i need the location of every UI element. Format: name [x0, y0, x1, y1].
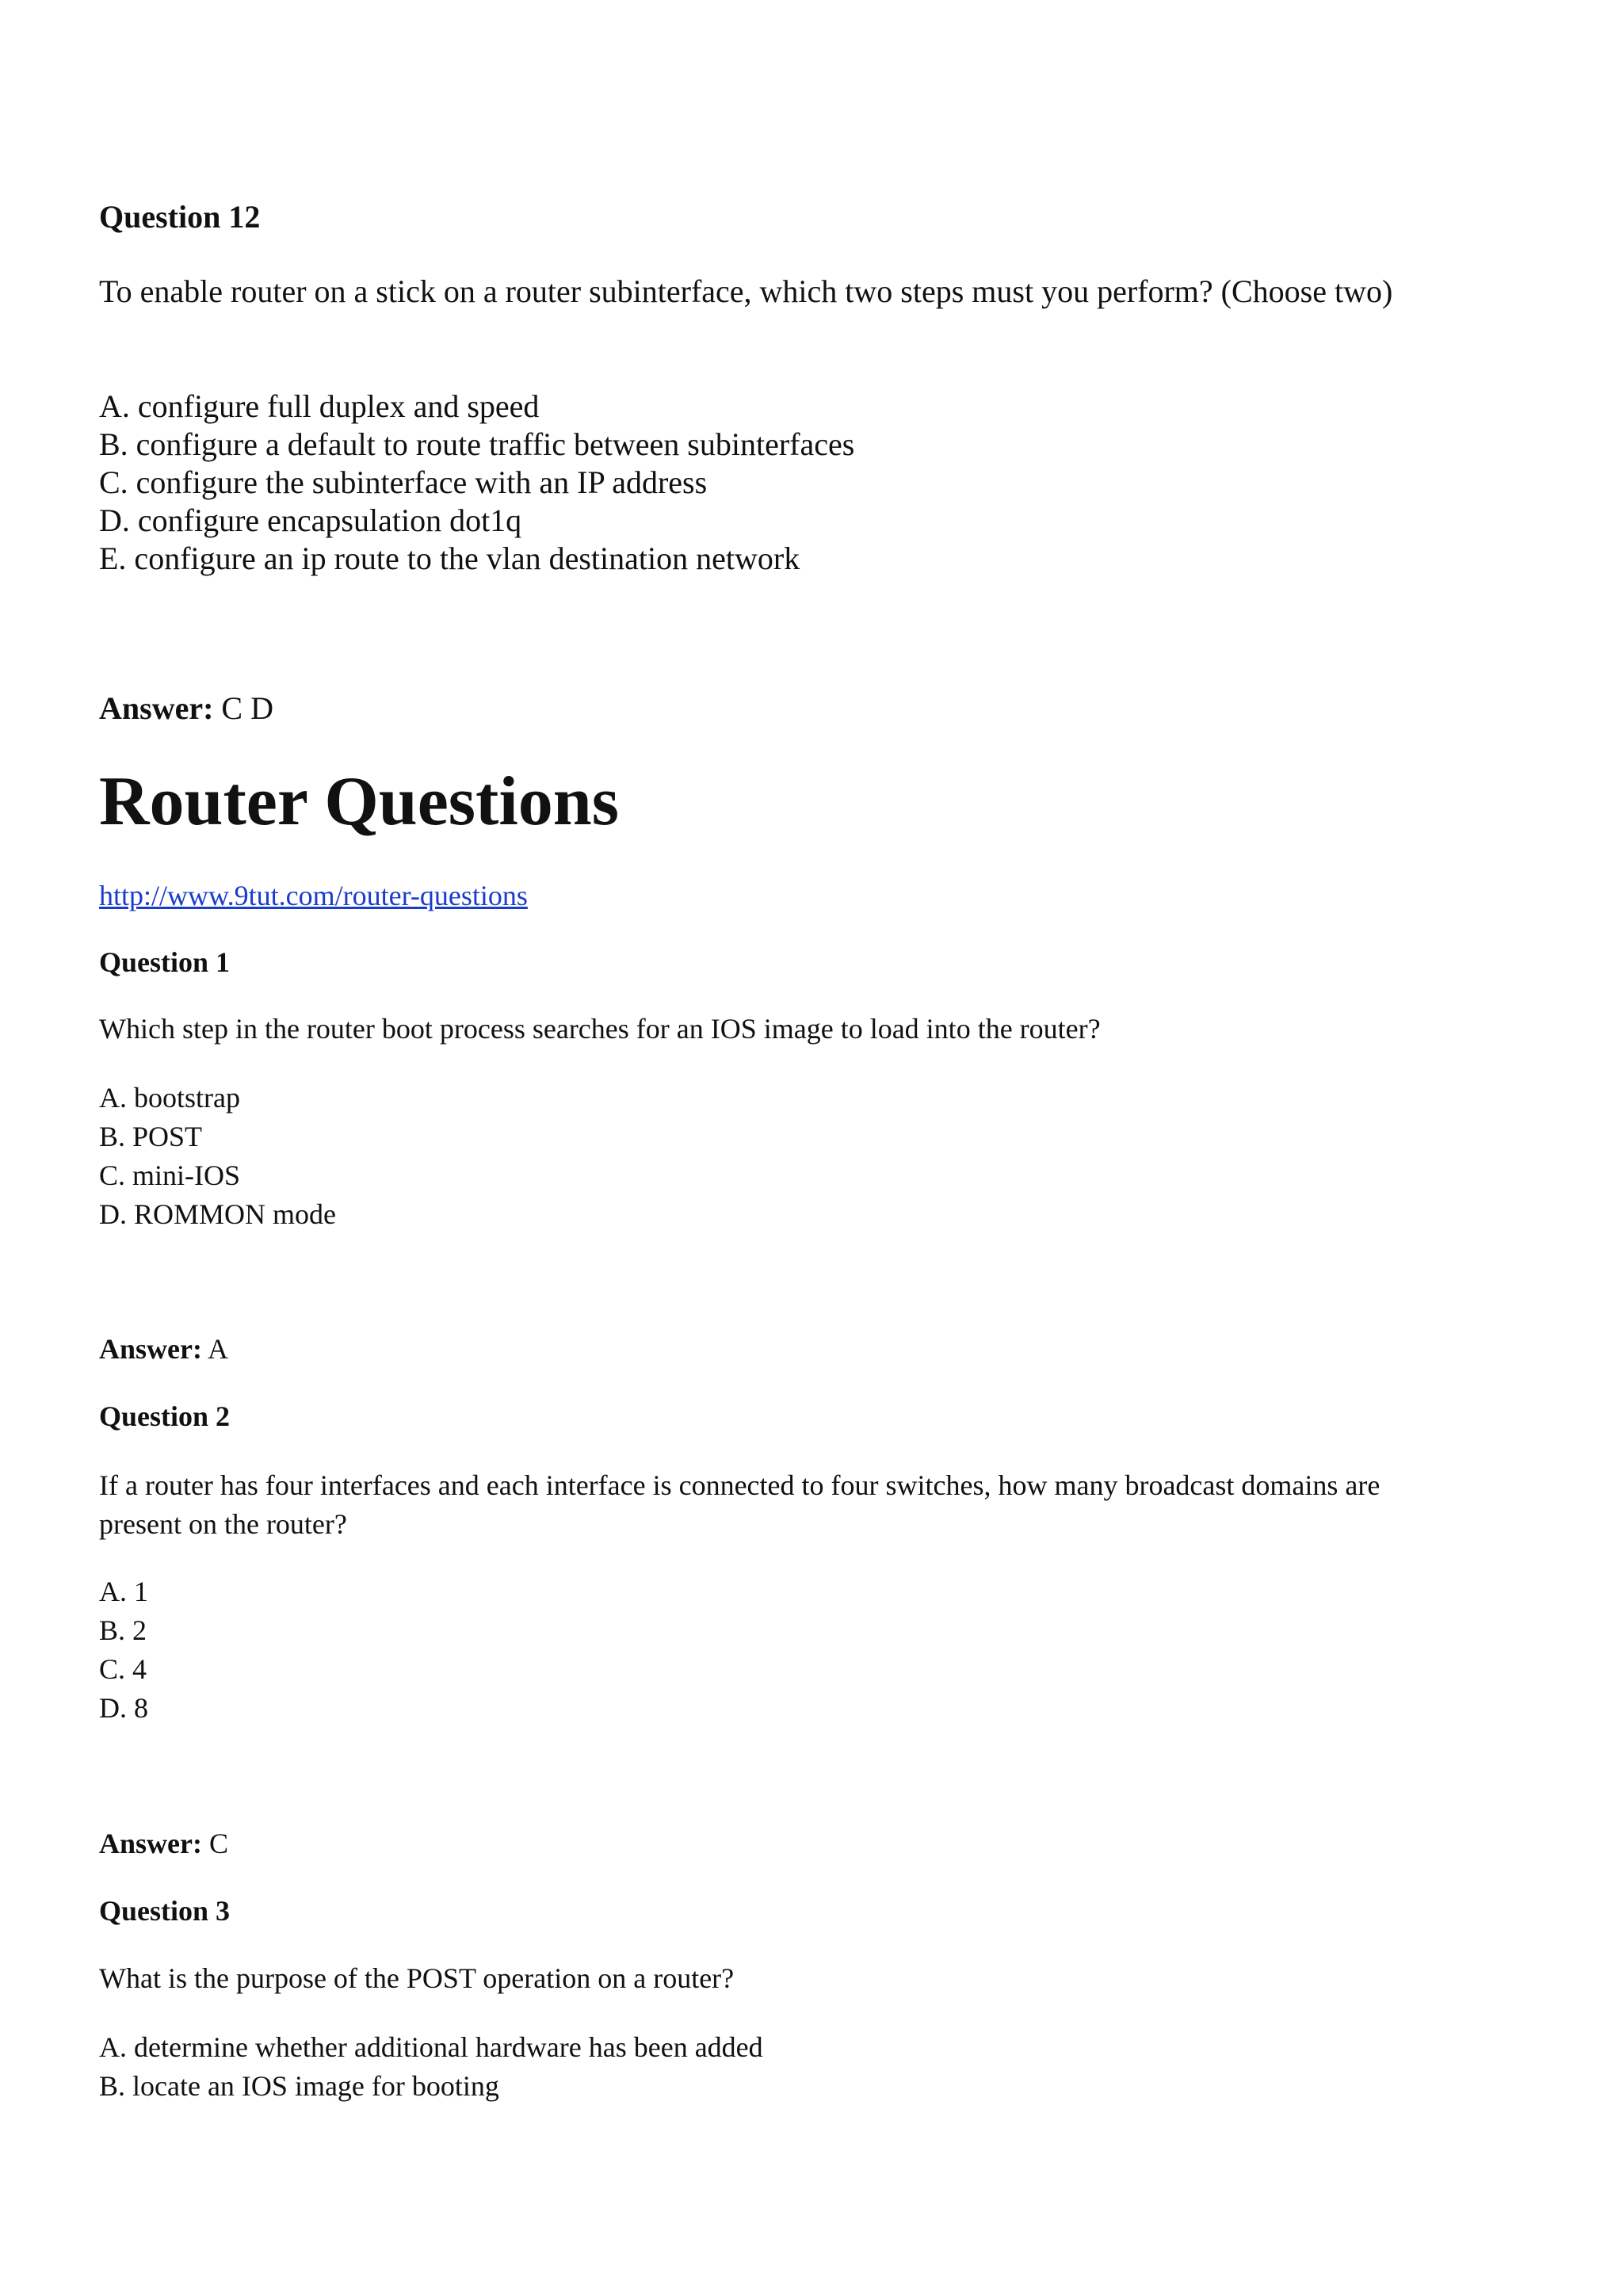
answer-label: Answer:: [99, 1828, 202, 1859]
section-title: Router Questions: [99, 763, 619, 840]
question-12-text: To enable router on a stick on a router subinterface, which two steps must you perform? (Choose two): [99, 273, 1393, 309]
question-12-options: [99, 388, 1446, 578]
answer-value: C D: [221, 690, 273, 726]
answer-label: Answer:: [99, 690, 214, 726]
question-1-text: Which step in the router boot process searches for an IOS image to load into the router?: [99, 1013, 1101, 1045]
option-d: D. configure encapsulation dot1q: [99, 502, 522, 538]
answer-label: Answer:: [99, 1333, 202, 1365]
answer-value: C: [208, 1828, 228, 1859]
option-c: C. mini-IOS: [99, 1159, 241, 1191]
question-1-title: Question 1: [99, 946, 231, 978]
option-c: C. 4: [99, 1653, 147, 1685]
option-a: A. 1: [99, 1576, 148, 1607]
option-c: C. configure the subinterface with an IP address: [99, 464, 708, 500]
question-2-text: If a router has four interfaces and each interface is connected to four switches, how many broadcast domains are present on the router?: [99, 1469, 1381, 1540]
question-3-title: Question 3: [99, 1895, 231, 1927]
question-12-answer: [99, 690, 1446, 728]
option-b: B. locate an IOS image for booting: [99, 2070, 499, 2102]
question-1-answer: [99, 1331, 1446, 1366]
question-12-title: Question 12: [99, 199, 261, 235]
option-e: E. configure an ip route to the vlan destination network: [99, 541, 800, 576]
option-b: B. 2: [99, 1614, 147, 1646]
section-link-wrapper: [99, 878, 1446, 913]
option-a: A. determine whether additional hardware has been added: [99, 2031, 763, 2063]
option-b: B. configure a default to route traffic between subinterfaces: [99, 426, 855, 462]
option-b: B. POST: [99, 1121, 203, 1152]
question-2-options: [99, 1572, 1446, 1728]
question-1-options: [99, 1079, 1446, 1234]
question-2-answer: [99, 1826, 1446, 1861]
question-2-title: Question 2: [99, 1400, 231, 1432]
question-3-text: What is the purpose of the POST operation on a router?: [99, 1962, 735, 1994]
section-link[interactable]: http://www.9tut.com/router-questions: [99, 880, 528, 911]
answer-value: A: [208, 1333, 228, 1365]
option-d: D. ROMMON mode: [99, 1198, 337, 1230]
question-3-options: [99, 2028, 1446, 2106]
option-a: A. bootstrap: [99, 1082, 240, 1114]
option-a: A. configure full duplex and speed: [99, 388, 540, 424]
option-d: D. 8: [99, 1692, 148, 1724]
